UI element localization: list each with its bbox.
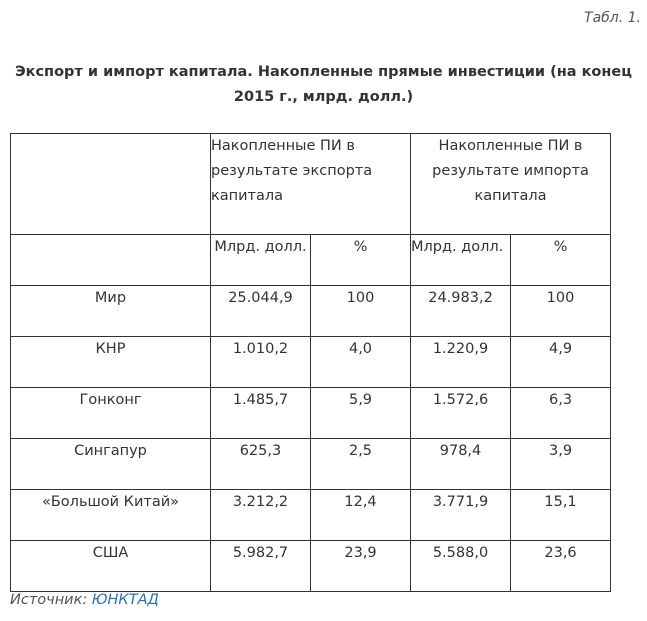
cell-export-pct: 23,9 [311, 541, 411, 592]
cell-import-bn: 3.771,9 [411, 490, 511, 541]
cell-export-pct: 4,0 [311, 337, 411, 388]
cell-export-pct: 5,9 [311, 388, 411, 439]
cell-import-bn: 978,4 [411, 439, 511, 490]
cell-export-bn: 3.212,2 [211, 490, 311, 541]
table-number-label: Табл. 1. [584, 10, 641, 26]
table-row [11, 490, 611, 541]
cell-import-pct: 6,3 [511, 388, 611, 439]
header-export-pct: % [311, 235, 411, 286]
header-export-bn: Млрд. долл. [211, 235, 311, 286]
table-row [11, 337, 611, 388]
row-name: Сингапур [11, 439, 211, 490]
row-name: США [11, 541, 211, 592]
table-row [11, 541, 611, 592]
cell-export-bn: 625,3 [211, 439, 311, 490]
table-row [11, 286, 611, 337]
cell-import-bn: 24.983,2 [411, 286, 511, 337]
investment-table [10, 133, 611, 592]
cell-export-bn: 1.485,7 [211, 388, 311, 439]
table-row [11, 439, 611, 490]
source-note [10, 592, 159, 608]
row-name: Мир [11, 286, 211, 337]
table-row [11, 388, 611, 439]
header-export-group: Накопленные ПИ в результате экспорта капитала [211, 134, 411, 235]
header-import-bn: Млрд. долл. [411, 235, 511, 286]
header-empty-cell [11, 134, 211, 235]
row-name: КНР [11, 337, 211, 388]
cell-export-bn: 1.010,2 [211, 337, 311, 388]
cell-import-bn: 1.572,6 [411, 388, 511, 439]
header-import-pct: % [511, 235, 611, 286]
row-name: «Большой Китай» [11, 490, 211, 541]
cell-export-pct: 2,5 [311, 439, 411, 490]
cell-export-pct: 100 [311, 286, 411, 337]
cell-import-pct: 3,9 [511, 439, 611, 490]
unctad-link[interactable]: ЮНКТАД [91, 592, 159, 608]
row-name: Гонконг [11, 388, 211, 439]
cell-import-pct: 15,1 [511, 490, 611, 541]
cell-import-bn: 1.220,9 [411, 337, 511, 388]
cell-import-pct: 23,6 [511, 541, 611, 592]
table-title: Экспорт и импорт капитала. Накопленные прямые инвестиции (на конец 2015 г., млрд. долл.) [14, 64, 632, 105]
table-header-group-row [11, 134, 611, 235]
cell-export-bn: 5.982,7 [211, 541, 311, 592]
cell-import-pct: 100 [511, 286, 611, 337]
source-label: Источник: [10, 592, 92, 608]
header-import-group: Накопленные ПИ в результате импорта капитала [411, 134, 611, 235]
cell-import-bn: 5.588,0 [411, 541, 511, 592]
table-header-units-row [11, 235, 611, 286]
cell-import-pct: 4,9 [511, 337, 611, 388]
cell-export-pct: 12,4 [311, 490, 411, 541]
cell-export-bn: 25.044,9 [211, 286, 311, 337]
header-empty-cell [11, 235, 211, 286]
